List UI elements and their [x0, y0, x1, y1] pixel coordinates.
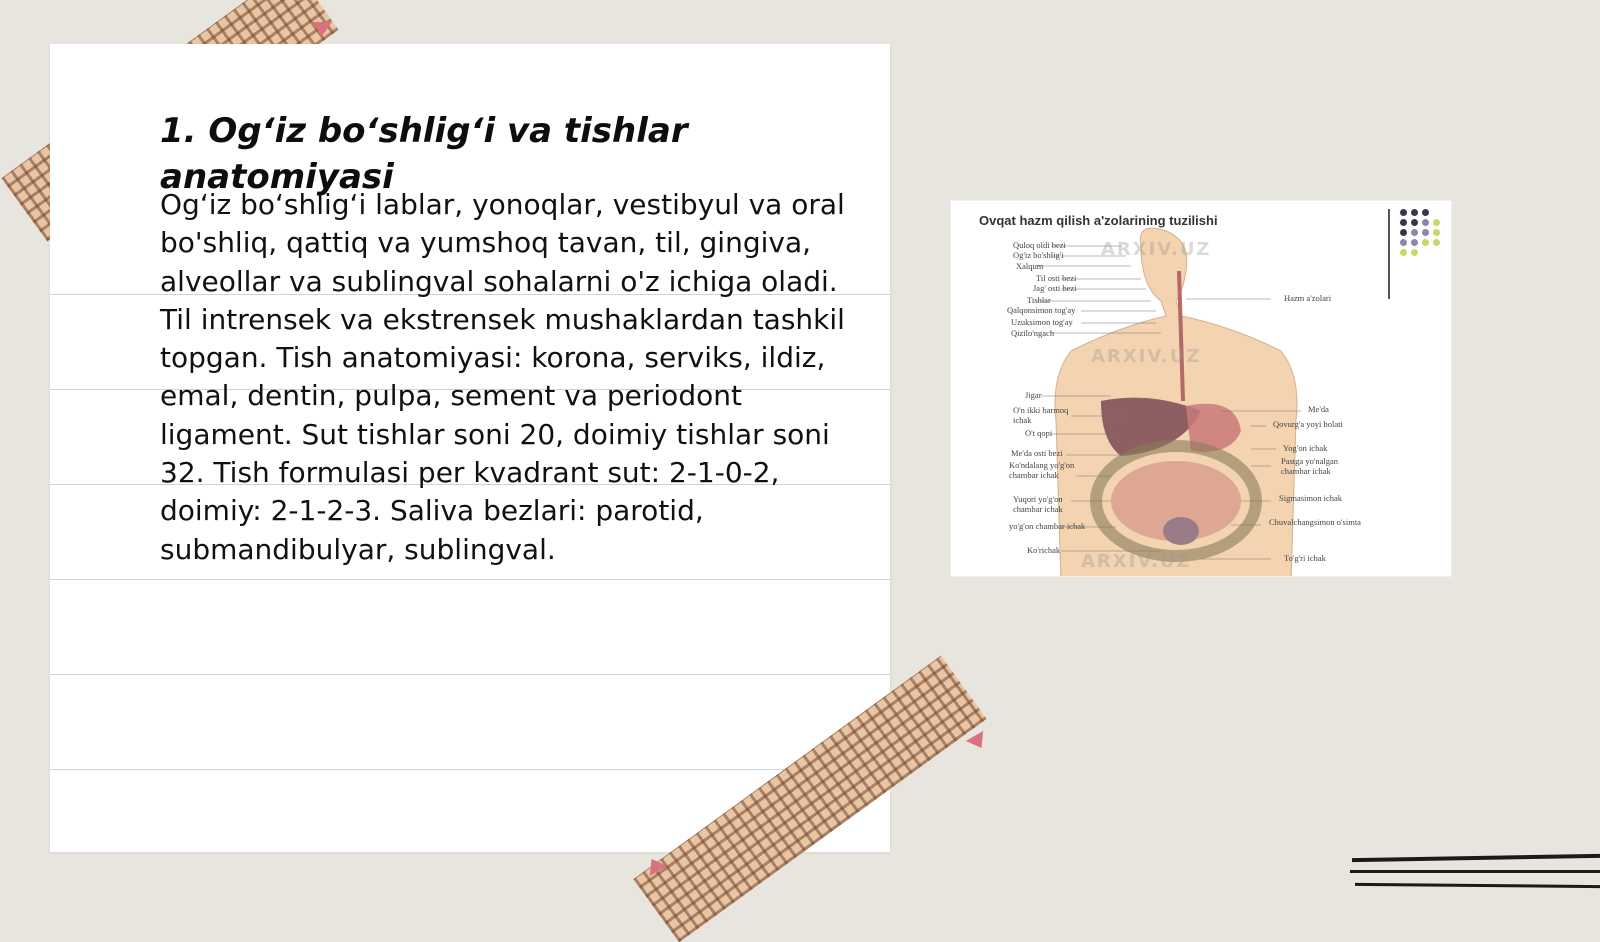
label-ot-qopi: O't qopi	[1025, 428, 1053, 438]
watermark: ARXIV.UZ	[1081, 551, 1192, 572]
label-kondalang: Ko'ndalang yo'g'on chambar ichak	[1009, 460, 1075, 480]
label-jigar: Jigar	[1025, 390, 1042, 400]
label-til-osti-bezi: Til osti bezi	[1036, 273, 1077, 283]
slide-title: 1. Og‘iz bo‘shlig‘i va tishlar anatomiyasi	[160, 111, 688, 197]
label-korichak: Ko'richak	[1027, 545, 1061, 555]
label-pastga-chambar: Pastga yo'nalgan chambar ichak	[1281, 456, 1339, 476]
label-sigmasimon: Sigmasimon ichak	[1279, 493, 1343, 503]
tape-pin-bottom-right	[966, 731, 990, 753]
label-hazm-azolari: Hazm a'zolari	[1284, 293, 1332, 303]
label-quloq-oldi-bezi: Quloq oldi bezi	[1013, 240, 1066, 250]
label-xalqum: Xalqum	[1016, 261, 1044, 271]
label-togri-ichak: To'g'ri ichak	[1284, 553, 1326, 563]
figure-title: Ovqat hazm qilish a'zolarining tuzilishi	[979, 213, 1218, 228]
watermark: ARXIV.UZ	[1101, 239, 1212, 260]
label-tishlar: Tishlar	[1027, 295, 1051, 305]
decorative-stroke	[1352, 854, 1600, 862]
label-yogon-chambar: yo'g'on chambar ichak	[1009, 521, 1086, 531]
decorative-stroke	[1355, 883, 1600, 888]
label-jag-osti-bezi: Jag' osti bezi	[1033, 283, 1077, 293]
tape-pin-top	[312, 22, 332, 36]
label-meda-osti-bezi: Me'da osti bezi	[1011, 448, 1063, 458]
label-qizilongach: Qizilo'ngach	[1011, 328, 1055, 338]
slide-body-text: Og‘iz bo‘shlig‘i lablar, yonoqlar, vestibyul va oral bo'shliq, qattiq va yumshoq tavan, til, gingiva, alveollar va sublingval sohalarni o'z ichiga oladi. Til intrensek va ekstrensek mushaklardan tashkil topgan. Tish anatomiyasi: korona, serviks, ildiz, emal, dentin, pulpa, sement va periodont ligament. Sut tishlar soni 20, doimiy tishlar soni 32. Tish formulasi per kvadrant sut: 2-1-0-2, doimiy: 2-1-2-3. Saliva bezlari: parotid, submandibulyar, sublingval.	[160, 188, 845, 566]
label-ogiz-boshligi: Og'iz bo'shlig'i	[1013, 250, 1064, 260]
label-meda: Me'da	[1308, 404, 1329, 414]
label-on-ikki-barmoq: O'n ikki barmoq ichak	[1013, 405, 1069, 425]
watermark: ARXIV.UZ	[1091, 346, 1202, 367]
paper-rule	[50, 674, 890, 675]
decorative-stroke	[1350, 870, 1600, 873]
paper-rule	[50, 769, 890, 770]
label-yogon-ichak: Yog'on ichak	[1283, 443, 1328, 453]
label-qovurga-yoyi: Qovurg'a yoyi holati	[1273, 419, 1343, 429]
label-chuvalchangsimon: Chuvalchangsimon o'simta	[1269, 517, 1361, 527]
paper-rule	[50, 579, 890, 580]
label-uzuksimon: Uzuksimon tog'ay	[1011, 317, 1073, 327]
digestive-system-diagram	[950, 200, 1452, 577]
label-yuqori-chambar: Yuqori yo'g'on chambar ichak	[1013, 494, 1063, 514]
label-qalqonsimon: Qalqonsimon tog'ay	[1007, 305, 1076, 315]
